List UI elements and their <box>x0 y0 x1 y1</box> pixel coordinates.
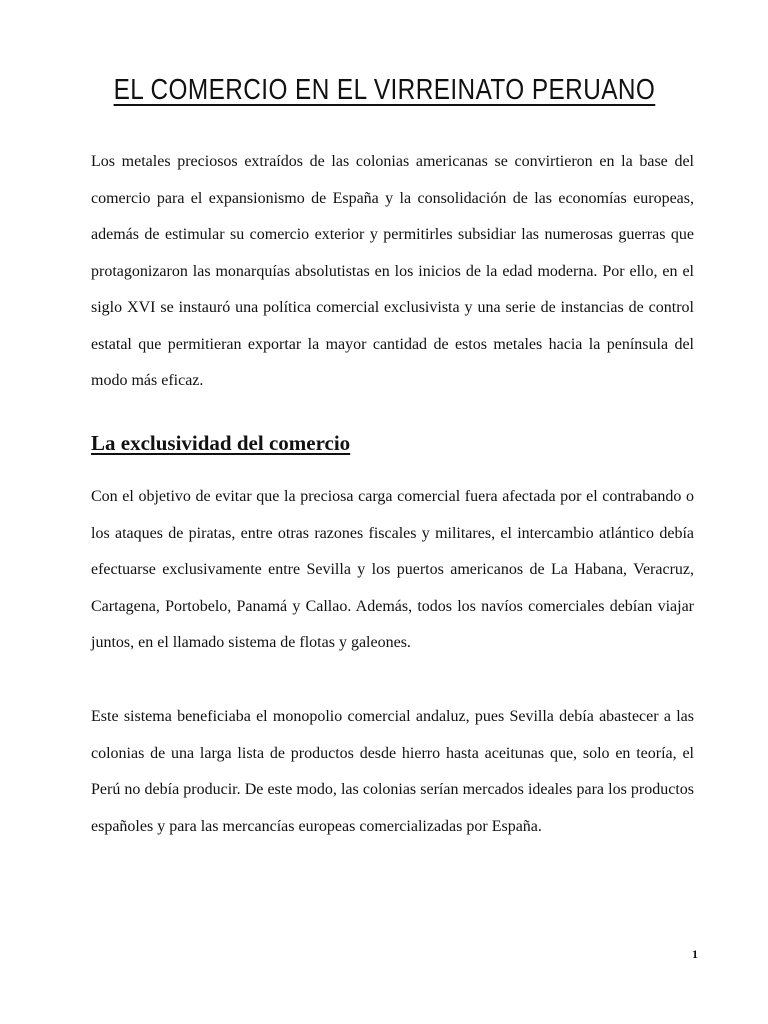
paragraph-intro: Los metales preciosos extraídos de las colonias americanas se convirtieron en la base del comercio para el expansionismo de España y la consolidación de las economías europeas, además de estimular su comercio exterior y permitirles subsidiar las numerosas guerras que protagonizaron las monarquías absolutistas en los inicios de la edad moderna. Por ello, en el siglo XVI se instauró una política comercial exclusivista y una serie de instancias de control estatal que permitieran exportar la mayor cantidad de estos metales hacia la península del modo más eficaz. <box>91 153 694 389</box>
section-heading: La exclusividad del comercio <box>91 431 351 455</box>
page-number: 1 <box>692 947 698 961</box>
paragraph-monopoly: Este sistema beneficiaba el monopolio comercial andaluz, pues Sevilla debía abastecer a las colonias de una larga lista de productos desde hierro hasta aceitunas que, solo en teoría, el Perú no debía producir. De este modo, las colonias serían mercados ideales para los productos españoles y para las mercancías europeas comercializadas por España. <box>91 708 694 835</box>
paragraph-exclusivity: Con el objetivo de evitar que la preciosa carga comercial fuera afectada por el contrabando o los ataques de piratas, entre otras razones fiscales y militares, el intercambio atlántico debía efectuarse exclusivamente entre Sevilla y los puertos americanos de La Habana, Veracruz, Cartagena, Portobelo, Panamá y Callao. Además, todos los navíos comerciales debían viajar juntos, en el llamado sistema de flotas y galeones. <box>91 488 694 651</box>
title-container <box>0 72 768 108</box>
document-title: EL COMERCIO EN EL VIRREINATO PERUANO <box>113 74 655 106</box>
